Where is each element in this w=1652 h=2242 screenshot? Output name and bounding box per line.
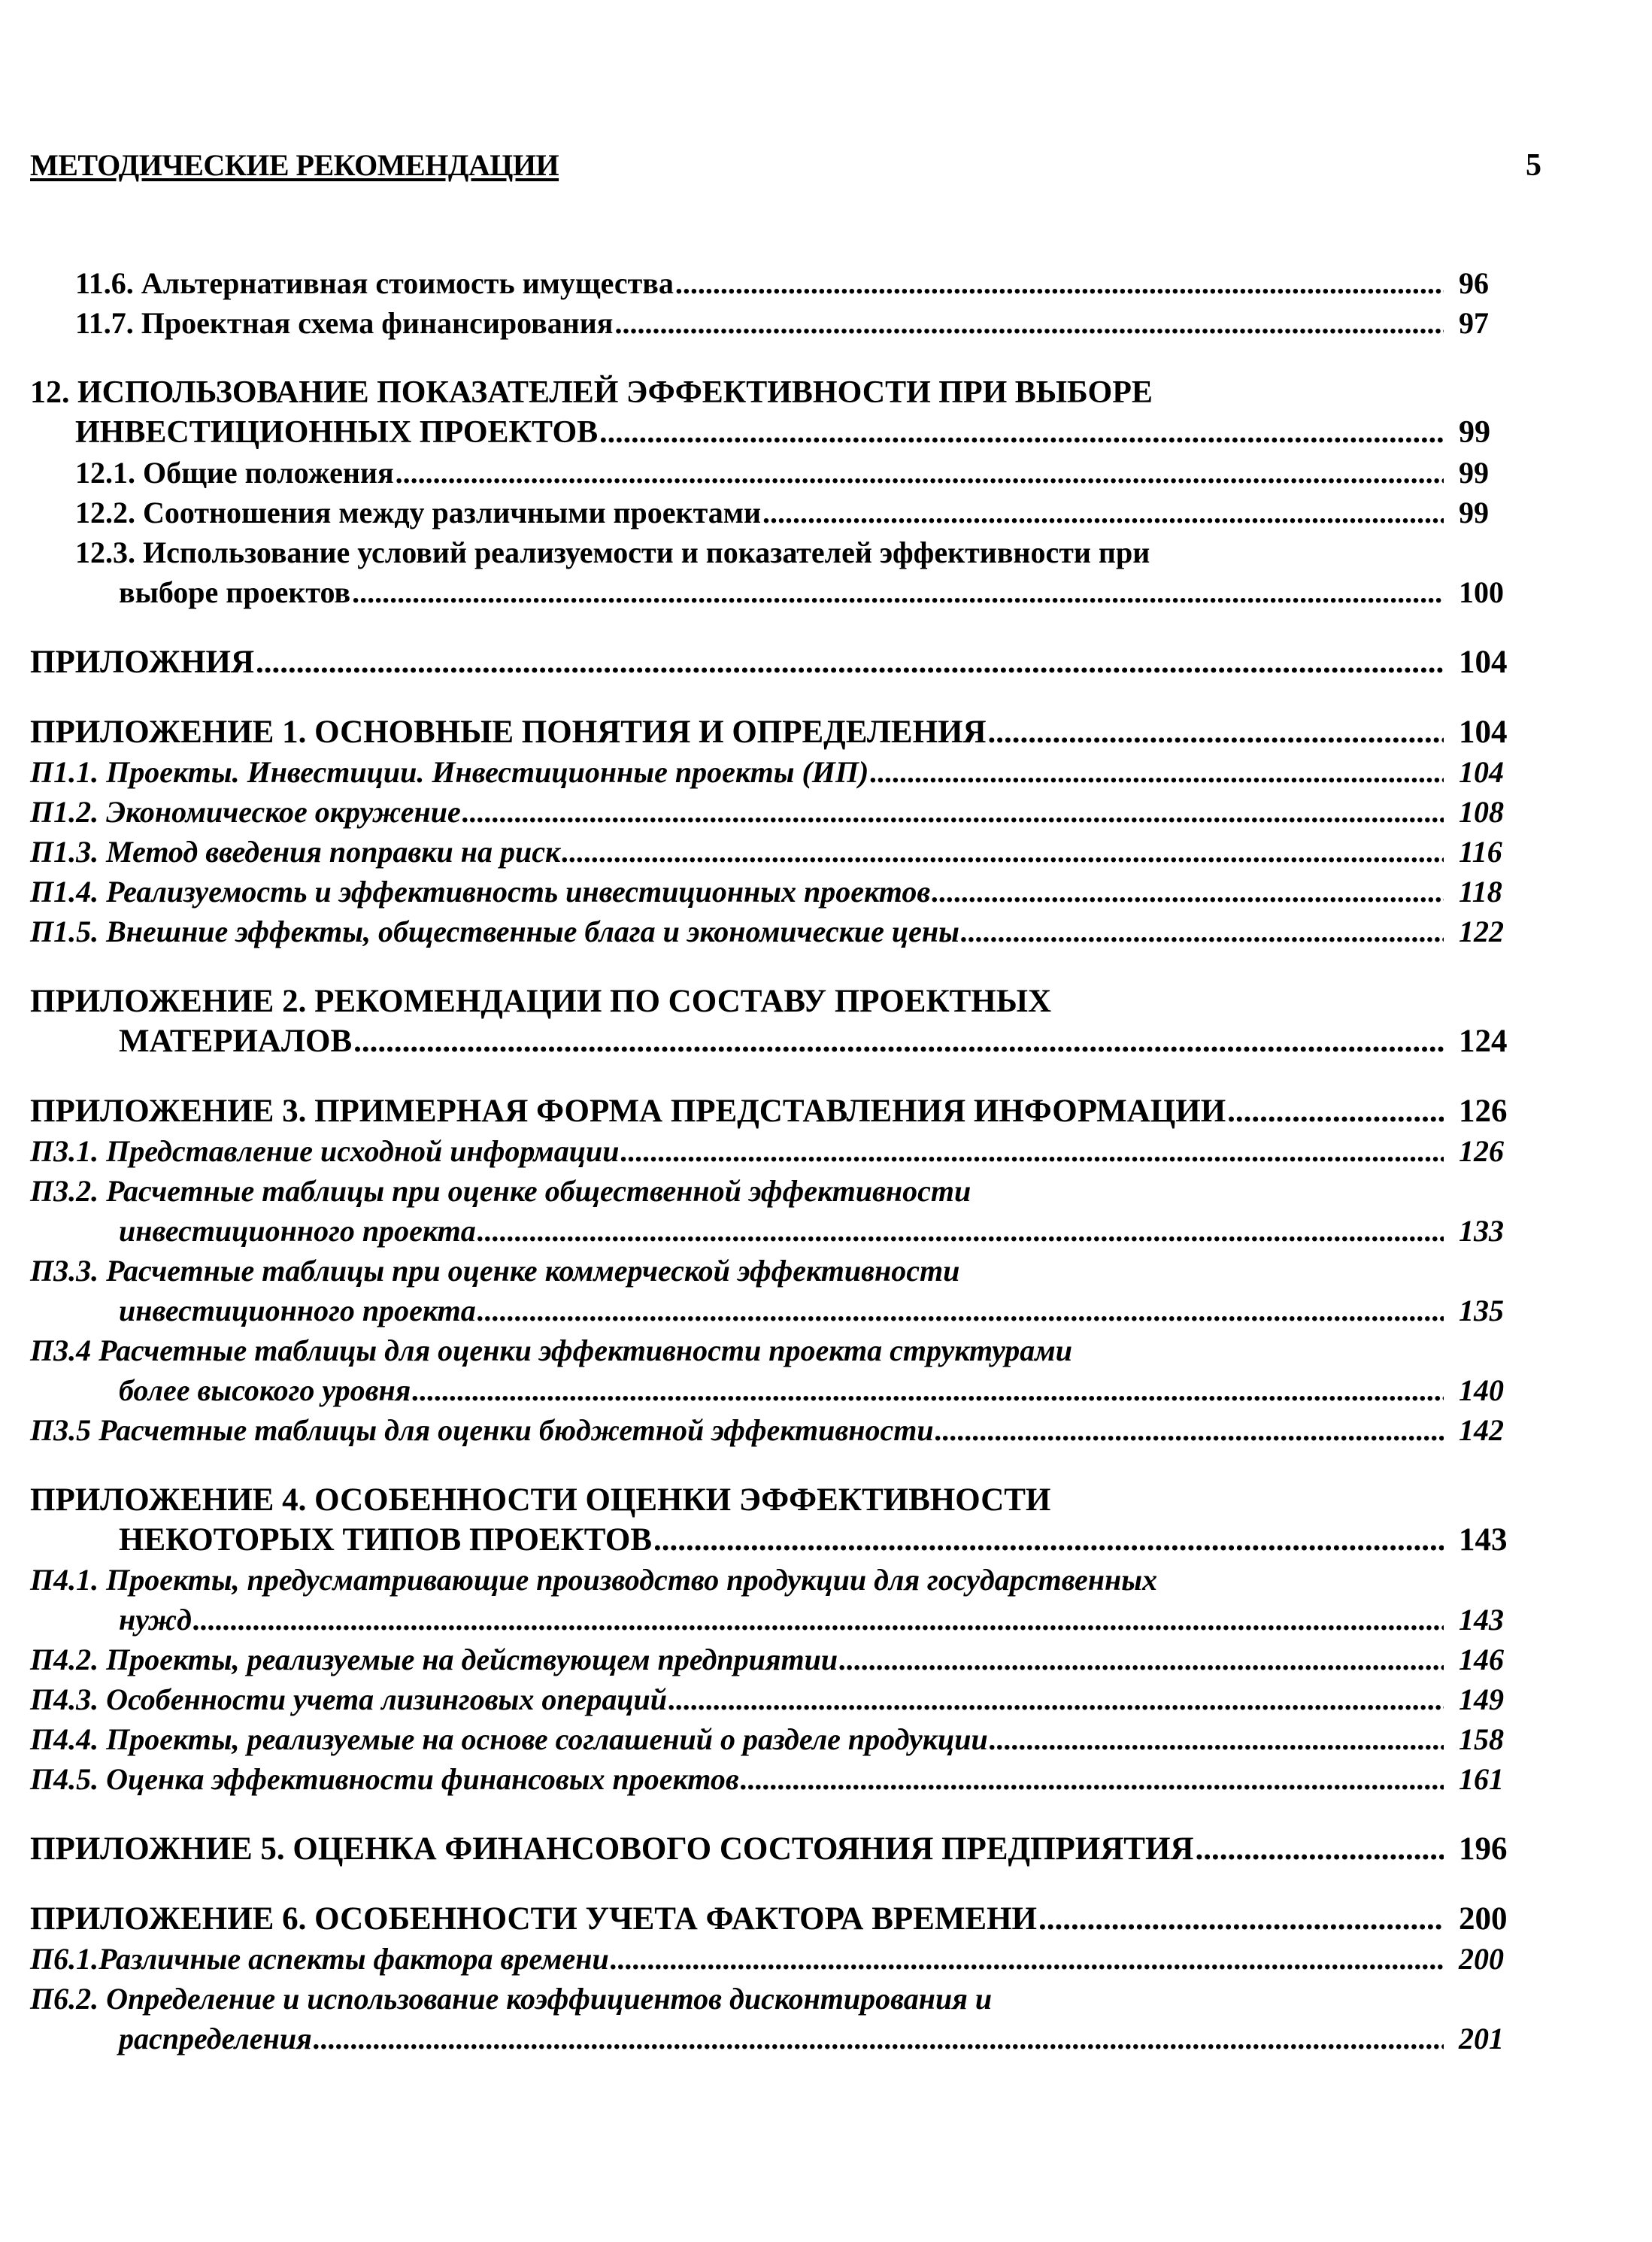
toc-entry-title: П3.5 Расчетные таблицы для оценки бюджетной эффективности	[30, 1413, 934, 1447]
toc-entry-appendix-3[interactable]	[30, 1091, 1526, 1131]
toc-entry-p4-4[interactable]	[30, 1719, 1526, 1759]
toc-entry-title: ПРИЛОЖЕНИЕ 1. ОСНОВНЫЕ ПОНЯТИЯ И ОПРЕДЕЛЕНИЯ	[30, 714, 987, 750]
toc-entry-p3-1[interactable]	[30, 1131, 1526, 1171]
toc-entry-page: 140	[1459, 1373, 1504, 1407]
toc-entry-12-2[interactable]	[30, 493, 1526, 532]
toc-entry-title-line1: П4.1. Проекты, предусматривающие производство продукции для государственных	[30, 1563, 1157, 1597]
toc-entry-page: 158	[1459, 1722, 1504, 1756]
toc-entry-title: П1.3. Метод введения поправки на риск	[30, 835, 561, 869]
toc-entry-page: 124	[1459, 1024, 1508, 1059]
toc-entry-page: 126	[1459, 1134, 1504, 1168]
toc-entry-page: 122	[1459, 915, 1504, 948]
toc-entry-page: 200	[1459, 1901, 1508, 1937]
toc-entry-page: 143	[1459, 1522, 1508, 1558]
toc-entry-page: 99	[1459, 415, 1490, 450]
toc-entry-title-line1: ПРИЛОЖЕНИЕ 4. ОСОБЕННОСТИ ОЦЕНКИ ЭФФЕКТИВНОСТИ	[30, 1482, 1051, 1518]
toc-entry-p3-4[interactable]	[30, 1330, 1526, 1410]
leader-dots	[1195, 1829, 1444, 1869]
toc-entry-page: 104	[1459, 645, 1508, 680]
toc-entry-p3-5[interactable]	[30, 1410, 1526, 1450]
leader-dots	[762, 493, 1444, 532]
toc-entry-page: 104	[1459, 755, 1504, 789]
leader-dots	[477, 1291, 1444, 1330]
toc-entry-11-6[interactable]	[30, 263, 1526, 303]
toc-entry-page: 108	[1459, 795, 1504, 829]
toc-entry-title: П1.2. Экономическое окружение	[30, 795, 461, 829]
toc-entry-title: П1.5. Внешние эффекты, общественные блага и экономические цены	[30, 915, 959, 948]
toc-entry-title: П6.1.Различные аспекты фактора времени	[30, 1942, 609, 1976]
toc-entry-page: 161	[1459, 1762, 1504, 1796]
leader-dots	[668, 1679, 1444, 1719]
leader-dots	[988, 712, 1444, 752]
page-number: 5	[1526, 148, 1541, 183]
toc-entry-title: 11.6. Альтернативная стоимость имущества	[75, 266, 674, 300]
toc-entry-appendix-4[interactable]	[30, 1480, 1526, 1560]
toc-entry-12-3[interactable]	[30, 532, 1526, 612]
toc-entry-title: П4.4. Проекты, реализуемые на основе соглашений о разделе продукции	[30, 1722, 988, 1756]
table-of-contents	[30, 263, 1557, 2058]
toc-entry-title-line1: П3.2. Расчетные таблицы при оценке общественной эффективности	[30, 1174, 971, 1208]
toc-entry-title-line2: инвестиционного проекта	[119, 1294, 476, 1327]
leader-dots	[412, 1370, 1444, 1410]
toc-entry-page: 96	[1459, 266, 1489, 300]
toc-entry-title-line2: более высокого уровня	[119, 1373, 411, 1407]
toc-entry-appendix-6[interactable]	[30, 1899, 1526, 1939]
toc-entry-page: 99	[1459, 496, 1489, 529]
toc-entry-12-1[interactable]	[30, 453, 1526, 493]
leader-dots	[353, 1021, 1444, 1061]
toc-entry-chapter-12[interactable]	[30, 373, 1526, 453]
toc-entry-title: П1.1. Проекты. Инвестиции. Инвестиционные проекты (ИП)	[30, 755, 869, 789]
toc-entry-appendix-1[interactable]	[30, 712, 1526, 752]
leader-dots	[990, 1719, 1444, 1759]
toc-entry-appendix-5[interactable]	[30, 1829, 1526, 1869]
leader-dots	[870, 752, 1444, 792]
toc-entry-p4-3[interactable]	[30, 1679, 1526, 1719]
toc-entry-title-line2: нужд	[119, 1603, 192, 1637]
toc-entry-page: 146	[1459, 1643, 1504, 1676]
toc-entry-page: 116	[1459, 835, 1502, 869]
toc-entry-p3-2[interactable]	[30, 1171, 1526, 1251]
toc-entry-title-line2: выборе проектов	[119, 575, 351, 609]
toc-entry-title: П4.3. Особенности учета лизинговых операций	[30, 1682, 668, 1716]
toc-entry-page: 201	[1459, 2022, 1504, 2055]
toc-entry-p4-1[interactable]	[30, 1560, 1526, 1640]
toc-entry-page: 143	[1459, 1603, 1504, 1637]
leader-dots	[839, 1640, 1444, 1679]
toc-entry-p4-2[interactable]	[30, 1640, 1526, 1679]
toc-entry-title-line1: П3.4 Расчетные таблицы для оценки эффективности проекта структурами	[30, 1333, 1072, 1367]
leader-dots	[562, 832, 1444, 872]
leader-dots	[611, 1939, 1444, 1979]
toc-entry-p4-5[interactable]	[30, 1759, 1526, 1799]
leader-dots	[193, 1600, 1444, 1640]
toc-entry-p1-5[interactable]	[30, 912, 1526, 951]
toc-entry-title-line2: НЕКОТОРЫХ ТИПОВ ПРОЕКТОВ	[119, 1522, 652, 1558]
toc-entry-page: 126	[1459, 1094, 1508, 1129]
toc-entry-title: П4.2. Проекты, реализуемые на действующем предприятии	[30, 1643, 838, 1676]
toc-entry-page: 133	[1459, 1214, 1504, 1248]
leader-dots	[256, 642, 1444, 682]
page-header	[30, 147, 1541, 193]
toc-entry-page: 97	[1459, 306, 1489, 340]
leader-dots	[352, 572, 1444, 612]
toc-entry-page: 142	[1459, 1413, 1504, 1447]
toc-entry-page: 118	[1459, 875, 1502, 909]
toc-entry-p1-1[interactable]	[30, 752, 1526, 792]
toc-entry-title-line2: распределения	[119, 2022, 312, 2055]
leader-dots	[1038, 1899, 1444, 1939]
toc-entry-page: 135	[1459, 1294, 1504, 1327]
toc-entry-p6-1[interactable]	[30, 1939, 1526, 1979]
toc-entry-title: П4.5. Оценка эффективности финансовых проектов	[30, 1762, 739, 1796]
toc-entry-title-line1: П3.3. Расчетные таблицы при оценке коммерческой эффективности	[30, 1254, 960, 1288]
leader-dots	[462, 792, 1444, 832]
leader-dots	[614, 303, 1444, 343]
leader-dots	[932, 872, 1444, 912]
toc-entry-title-line2: ИНВЕСТИЦИОННЫХ ПРОЕКТОВ	[75, 415, 599, 450]
leader-dots	[675, 263, 1444, 303]
toc-entry-p1-2[interactable]	[30, 792, 1526, 832]
toc-entry-title-line1: ПРИЛОЖЕНИЕ 2. РЕКОМЕНДАЦИИ ПО СОСТАВУ ПРОЕКТНЫХ	[30, 984, 1052, 1019]
toc-entry-p1-4[interactable]	[30, 872, 1526, 912]
toc-entry-title: ПРИЛОЖЕНИЕ 3. ПРИМЕРНАЯ ФОРМА ПРЕДСТАВЛЕНИЯ ИНФОРМАЦИИ	[30, 1094, 1226, 1129]
toc-entry-title: 12.2. Соотношения между различными проектами	[75, 496, 762, 529]
toc-entry-title-line1: 12.3. Использование условий реализуемости и показателей эффективности при	[75, 535, 1150, 569]
toc-entry-page: 196	[1459, 1831, 1508, 1867]
toc-entry-page: 200	[1459, 1942, 1504, 1976]
toc-entry-title-line2: МАТЕРИАЛОВ	[119, 1024, 353, 1059]
toc-entry-11-7[interactable]	[30, 303, 1526, 343]
toc-entry-title: 12.1. Общие положения	[75, 456, 394, 490]
leader-dots	[961, 912, 1444, 951]
toc-entry-appendices[interactable]	[30, 642, 1526, 682]
toc-entry-title-line1: 12. ИСПОЛЬЗОВАНИЕ ПОКАЗАТЕЛЕЙ ЭФФЕКТИВНОСТИ ПРИ ВЫБОРЕ	[30, 375, 1153, 410]
toc-entry-page: 99	[1459, 456, 1489, 490]
leader-dots	[741, 1759, 1444, 1799]
leader-dots	[396, 453, 1444, 493]
leader-dots	[599, 413, 1444, 453]
toc-entry-page: 149	[1459, 1682, 1504, 1716]
leader-dots	[935, 1410, 1444, 1450]
toc-entry-title: П1.4. Реализуемость и эффективность инвестиционных проектов	[30, 875, 931, 909]
toc-entry-title: ПРИЛОЖЕНИЕ 6. ОСОБЕННОСТИ УЧЕТА ФАКТОРА ВРЕМЕНИ	[30, 1901, 1037, 1937]
leader-dots	[621, 1131, 1444, 1171]
toc-entry-p6-2[interactable]	[30, 1979, 1526, 2058]
toc-entry-title: ПРИЛОЖНИЯ	[30, 645, 255, 680]
toc-entry-page: 104	[1459, 714, 1508, 750]
toc-entry-appendix-2[interactable]	[30, 981, 1526, 1061]
leader-dots	[653, 1520, 1444, 1560]
toc-entry-title: П3.1. Представление исходной информации	[30, 1134, 620, 1168]
toc-entry-title-line1: П6.2. Определение и использование коэффициентов дисконтирования и	[30, 1982, 993, 2016]
leader-dots	[477, 1211, 1444, 1251]
toc-entry-title: 11.7. Проектная схема финансирования	[75, 306, 614, 340]
toc-entry-p1-3[interactable]	[30, 832, 1526, 872]
leader-dots	[314, 2019, 1444, 2058]
leader-dots	[1227, 1091, 1444, 1131]
toc-entry-page: 100	[1459, 575, 1504, 609]
toc-entry-title: ПРИЛОЖНИЕ 5. ОЦЕНКА ФИНАНСОВОГО СОСТОЯНИЯ ПРЕДПРИЯТИЯ	[30, 1831, 1194, 1867]
toc-entry-p3-3[interactable]	[30, 1251, 1526, 1330]
running-title: МЕТОДИЧЕСКИЕ РЕКОМЕНДАЦИИ	[30, 148, 559, 182]
toc-entry-title-line2: инвестиционного проекта	[119, 1214, 476, 1248]
